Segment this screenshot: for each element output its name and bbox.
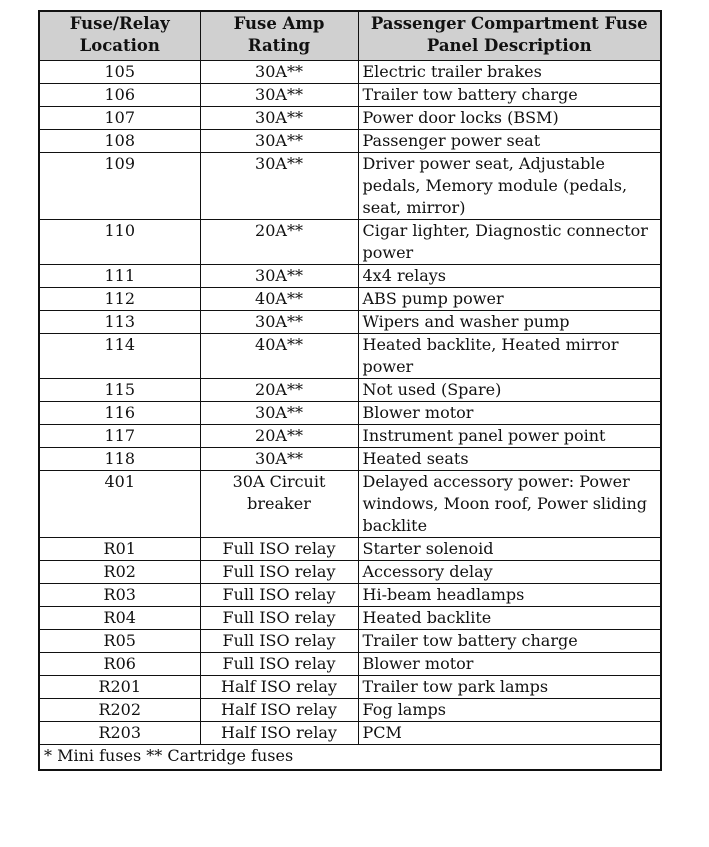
amp-rating-cell: 30A**	[200, 448, 358, 471]
description-cell: Trailer tow park lamps	[358, 676, 661, 699]
location-cell: 110	[39, 220, 200, 265]
description-cell: Delayed accessory power: Power windows, Moon roof, Power sliding backlite	[358, 471, 661, 538]
location-cell: 109	[39, 153, 200, 220]
table-row	[39, 402, 661, 425]
table-row	[39, 538, 661, 561]
amp-rating-cell: 30A**	[200, 61, 358, 84]
location-cell: R202	[39, 699, 200, 722]
table-row	[39, 561, 661, 584]
amp-rating-cell: 30A**	[200, 107, 358, 130]
amp-rating-cell: Full ISO relay	[200, 584, 358, 607]
amp-rating-cell: Half ISO relay	[200, 699, 358, 722]
amp-rating-cell: 30A**	[200, 153, 358, 220]
location-cell: 115	[39, 379, 200, 402]
table-row	[39, 153, 661, 220]
table-row	[39, 265, 661, 288]
description-cell: Instrument panel power point	[358, 425, 661, 448]
location-cell: 107	[39, 107, 200, 130]
table-row	[39, 607, 661, 630]
table-row	[39, 107, 661, 130]
location-cell: 114	[39, 334, 200, 379]
header-description: Passenger Compartment Fuse Panel Description	[358, 11, 661, 61]
location-cell: R03	[39, 584, 200, 607]
amp-rating-cell: 30A**	[200, 130, 358, 153]
amp-rating-cell: Full ISO relay	[200, 561, 358, 584]
location-cell: R01	[39, 538, 200, 561]
location-cell: R06	[39, 653, 200, 676]
header-location: Fuse/Relay Location	[39, 11, 200, 61]
table-header	[39, 11, 661, 61]
description-cell: Power door locks (BSM)	[358, 107, 661, 130]
description-cell: Accessory delay	[358, 561, 661, 584]
description-cell: Heated seats	[358, 448, 661, 471]
footnote: * Mini fuses ** Cartridge fuses	[39, 745, 661, 771]
table-row	[39, 311, 661, 334]
description-cell: Starter solenoid	[358, 538, 661, 561]
location-cell: 106	[39, 84, 200, 107]
amp-rating-cell: Full ISO relay	[200, 538, 358, 561]
description-cell: Wipers and washer pump	[358, 311, 661, 334]
description-cell: Cigar lighter, Diagnostic connector power	[358, 220, 661, 265]
table-row	[39, 130, 661, 153]
location-cell: R203	[39, 722, 200, 745]
description-cell: Hi-beam headlamps	[358, 584, 661, 607]
table-row	[39, 220, 661, 265]
location-cell: 401	[39, 471, 200, 538]
amp-rating-cell: Full ISO relay	[200, 630, 358, 653]
fuse-panel-table	[38, 10, 662, 771]
amp-rating-cell: 40A**	[200, 334, 358, 379]
description-cell: Heated backlite	[358, 607, 661, 630]
location-cell: 108	[39, 130, 200, 153]
table-row	[39, 653, 661, 676]
amp-rating-cell: Half ISO relay	[200, 676, 358, 699]
table-footer	[39, 745, 661, 771]
description-cell: ABS pump power	[358, 288, 661, 311]
amp-rating-cell: 30A**	[200, 311, 358, 334]
amp-rating-cell: 30A Circuit breaker	[200, 471, 358, 538]
description-cell: Electric trailer brakes	[358, 61, 661, 84]
amp-rating-cell: Full ISO relay	[200, 653, 358, 676]
location-cell: 112	[39, 288, 200, 311]
table-row	[39, 699, 661, 722]
location-cell: 118	[39, 448, 200, 471]
amp-rating-cell: 20A**	[200, 425, 358, 448]
footnote-row	[39, 745, 661, 771]
description-cell: Trailer tow battery charge	[358, 84, 661, 107]
location-cell: R05	[39, 630, 200, 653]
location-cell: 117	[39, 425, 200, 448]
amp-rating-cell: 30A**	[200, 265, 358, 288]
description-cell: Not used (Spare)	[358, 379, 661, 402]
description-cell: Passenger power seat	[358, 130, 661, 153]
header-amp-rating: Fuse Amp Rating	[200, 11, 358, 61]
table-row	[39, 722, 661, 745]
amp-rating-cell: 30A**	[200, 402, 358, 425]
table-row	[39, 448, 661, 471]
amp-rating-cell: Half ISO relay	[200, 722, 358, 745]
header-row	[39, 11, 661, 61]
table-body	[39, 61, 661, 745]
table-row	[39, 334, 661, 379]
description-cell: Trailer tow battery charge	[358, 630, 661, 653]
location-cell: 105	[39, 61, 200, 84]
description-cell: Blower motor	[358, 653, 661, 676]
amp-rating-cell: 20A**	[200, 379, 358, 402]
table-row	[39, 379, 661, 402]
description-cell: Heated backlite, Heated mirror power	[358, 334, 661, 379]
description-cell: Driver power seat, Adjustable pedals, Memory module (pedals, seat, mirror)	[358, 153, 661, 220]
location-cell: R02	[39, 561, 200, 584]
description-cell: Fog lamps	[358, 699, 661, 722]
description-cell: 4x4 relays	[358, 265, 661, 288]
location-cell: 116	[39, 402, 200, 425]
table-row	[39, 676, 661, 699]
location-cell: R201	[39, 676, 200, 699]
table-row	[39, 288, 661, 311]
amp-rating-cell: 30A**	[200, 84, 358, 107]
location-cell: 113	[39, 311, 200, 334]
amp-rating-cell: 40A**	[200, 288, 358, 311]
location-cell: 111	[39, 265, 200, 288]
description-cell: Blower motor	[358, 402, 661, 425]
location-cell: R04	[39, 607, 200, 630]
table-row	[39, 471, 661, 538]
amp-rating-cell: Full ISO relay	[200, 607, 358, 630]
table-row	[39, 584, 661, 607]
table-row	[39, 84, 661, 107]
table-row	[39, 425, 661, 448]
table-row	[39, 61, 661, 84]
description-cell: PCM	[358, 722, 661, 745]
amp-rating-cell: 20A**	[200, 220, 358, 265]
table-row	[39, 630, 661, 653]
